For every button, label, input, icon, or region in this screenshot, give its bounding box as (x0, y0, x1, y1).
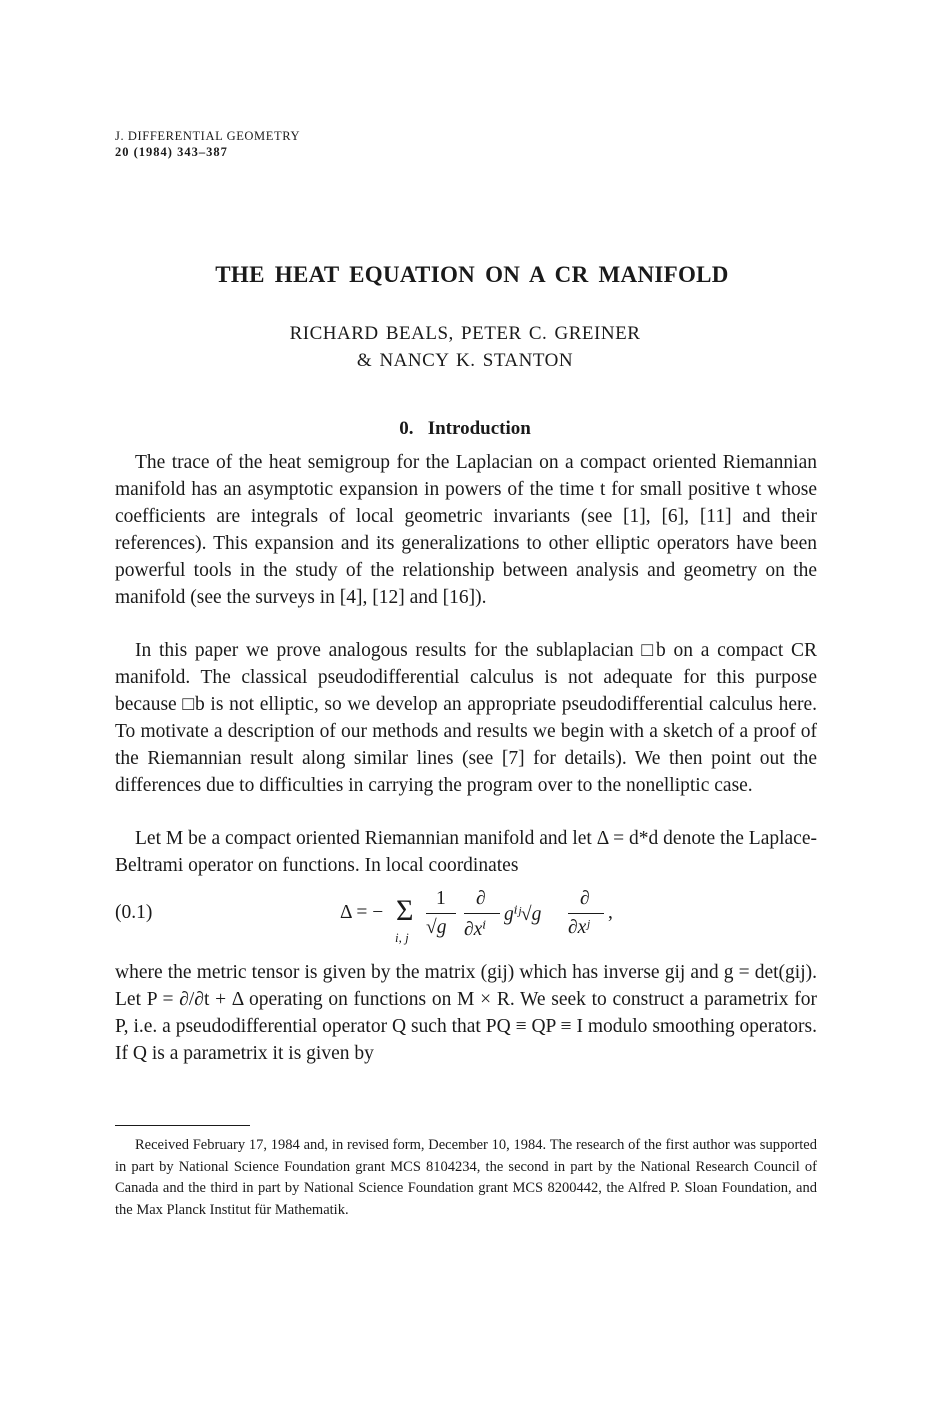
fraction-3-bar (568, 913, 604, 914)
sum-index: i, j (395, 930, 409, 945)
equation-middle: gⁱʲ√g (504, 904, 542, 925)
fraction-1-bar (426, 913, 456, 914)
paragraph-2-text: In this paper we prove analogous results for the sublaplacian □b on a compact CR manifold. The classical pseudodifferential calculus is not adequate for this purpose because □b is not elliptic, so we develop an appropriate pseudodifferential calculus here. To motivate a description of our methods and results we begin with a sketch of a proof of the Riemannian result along similar lines (see [7] for details). We then point out the differences due to difficulties in carrying the program over to the nonelliptic case. (115, 640, 817, 796)
section-title: Introduction (427, 418, 531, 439)
fraction-2-denominator: ∂xⁱ (464, 919, 487, 940)
paragraph-2 (115, 638, 817, 799)
equation-lhs: Δ = − (340, 902, 384, 923)
fraction-3-numerator: ∂ (580, 888, 590, 909)
fraction-1-denominator: √g (426, 917, 447, 938)
equation-body (340, 880, 640, 950)
journal-volume: 20 (1984) 343–387 (115, 145, 228, 159)
footnote: Received February 17, 1984 and, in revised form, December 10, 1984. The research of the first author was supported in part by National Science Foundation grant MCS 8104234, the second in part by the National Research Council of Canada and the third in part by National Science Foundation grant MCS 8200442, the Alfred P. Sloan Foundation, and the Max Planck Institut für Mathematik. (115, 1137, 817, 1218)
section-heading (0, 418, 930, 440)
equation-0-1 (115, 880, 817, 950)
paragraph-1-text: The trace of the heat semigroup for the Laplacian on a compact oriented Riemannian manifold has an asymptotic expansion in powers of the time t for small positive t whose coefficients are integrals of local geometric invariants (see [1], [6], [11] and their references). This expansion and its generalizations to other elliptic operators have been powerful tools in the study of the relationship between analysis and geometry on the manifold (see the surveys in [4], [12] and [16]). (115, 452, 817, 608)
fraction-3-denominator: ∂xʲ (568, 917, 590, 938)
fraction-1-numerator: 1 (436, 888, 446, 909)
journal-name: J. DIFFERENTIAL GEOMETRY (115, 129, 301, 143)
fraction-2-numerator: ∂ (476, 888, 486, 909)
paragraph-3 (115, 826, 817, 880)
paragraph-4-text: where the metric tensor is given by the matrix (gij) which has inverse gij and g = det(gij). Let P = ∂/∂t + Δ operating on functions on M × R. We seek to construct a parametrix for P, i.e. a pseudodifferential operator Q such that PQ ≡ QP ≡ I modulo smoothing operators. If Q is a parametrix it is given by (115, 962, 817, 1064)
paragraph-3-text: Let M be a compact oriented Riemannian manifold and let Δ = d*d denote the Laplace-Beltrami operator on functions. In local coordinates (115, 828, 817, 876)
sum-symbol: Σ (396, 894, 414, 927)
paper-title: THE HEAT EQUATION ON A CR MANIFOLD (215, 262, 729, 287)
journal-header (115, 128, 300, 160)
author-block (0, 320, 930, 374)
authors-line-2: & NANCY K. STANTON (356, 350, 574, 371)
equation-trailing-comma: , (608, 902, 613, 923)
equation-number: (0.1) (115, 902, 153, 923)
authors-line-1: RICHARD BEALS, PETER C. GREINER (289, 323, 641, 344)
section-number: 0. (399, 418, 414, 439)
paragraph-4 (115, 960, 817, 1068)
fraction-2-bar (464, 913, 500, 914)
footnote-divider (115, 1125, 250, 1126)
paragraph-1 (115, 450, 817, 611)
